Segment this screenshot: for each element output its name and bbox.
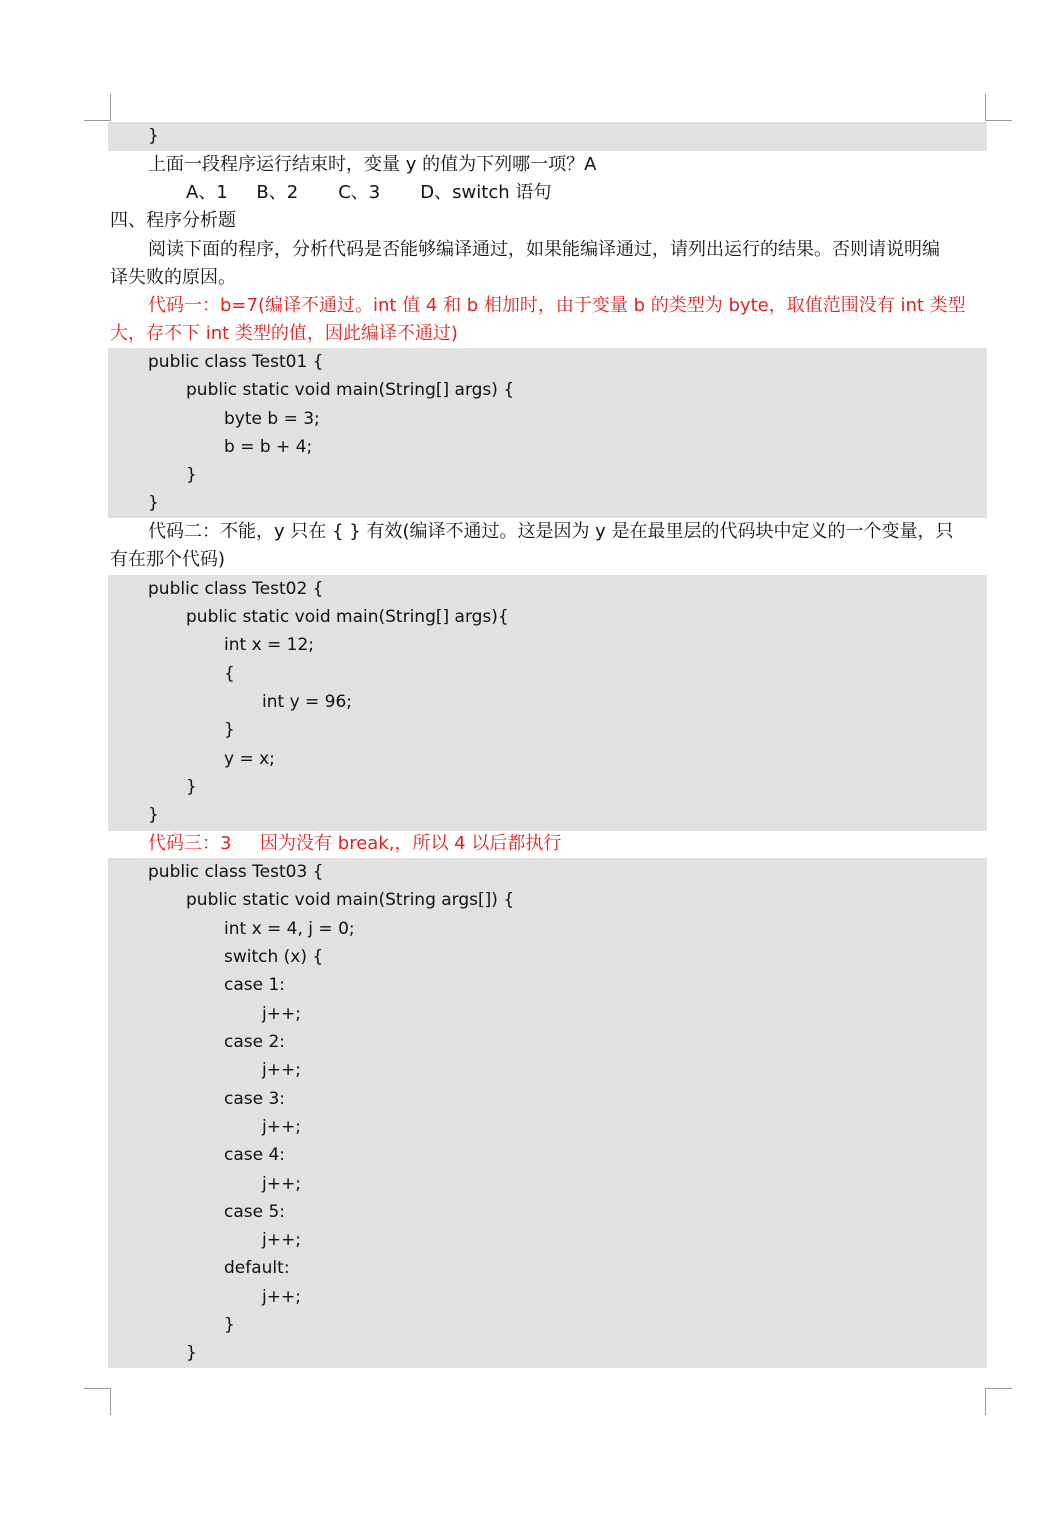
code-line: int y = 96; — [262, 692, 353, 712]
code-line: case 3: — [224, 1089, 286, 1109]
code-line: } — [148, 493, 159, 513]
code-line: int x = 4, j = 0; — [224, 919, 355, 939]
code1-answer-text: 编译不通过。int 值 4 和 b 相加时，由于变量 b 的类型为 byte，取值范围没有 int 类型 — [264, 295, 966, 316]
question-text: 上面一段程序运行结束时，变量 y 的值为下列哪一项？A — [148, 154, 597, 175]
corner-mark-bottom-right — [985, 1388, 1012, 1415]
corner-mark-top-right — [985, 94, 1012, 121]
code-line: byte b = 3; — [224, 409, 320, 429]
code-line: j++; — [262, 1060, 301, 1080]
code-line: } — [224, 720, 235, 740]
code-line: int x = 12; — [224, 635, 315, 655]
code-line: j++; — [262, 1117, 301, 1137]
instructions-line-1: 阅读下面的程序，分析代码是否能够编译通过，如果能编译通过，请列出运行的结果。否则请说明编 — [148, 239, 940, 260]
code-line: j++; — [262, 1287, 301, 1307]
code2-answer-line-2: 有在那个代码) — [110, 549, 226, 570]
code-line: j++; — [262, 1004, 301, 1024]
code-line: public static void main(String args[]) { — [186, 890, 515, 910]
code-line: public class Test03 { — [148, 862, 324, 882]
question-options: A、1 B、2 C、3 D、switch 语句 — [186, 182, 552, 203]
section-title: 四、程序分析题 — [110, 210, 236, 231]
code-line: } — [186, 1343, 197, 1363]
code-line: y = x; — [224, 749, 275, 769]
code-line: } — [186, 777, 197, 797]
code-line: j++; — [262, 1174, 301, 1194]
corner-mark-bottom-left — [84, 1388, 111, 1415]
code-line: case 1: — [224, 975, 286, 995]
code-block-previous-tail — [108, 122, 987, 151]
code-line: case 2: — [224, 1032, 286, 1052]
code1-answer-line-2: 大，存不下 int 类型的值，因此编译不通过) — [110, 323, 458, 344]
code-line: } — [148, 805, 159, 825]
code1-answer-line-1 — [148, 292, 966, 320]
code-line: j++; — [262, 1230, 301, 1250]
code2-answer-line-1: 代码二：不能，y 只在 { } 有效(编译不通过。这是因为 y 是在最里层的代码块中定义的一个变量，只 — [148, 521, 954, 542]
code-line: case 4: — [224, 1145, 286, 1165]
code-line: { — [224, 664, 235, 684]
code-line: case 5: — [224, 1202, 286, 1222]
code-line: default: — [224, 1258, 290, 1278]
instructions-line-2: 译失败的原因。 — [110, 267, 236, 288]
code-line: } — [148, 126, 159, 146]
code-line: public static void main(String[] args) { — [186, 380, 515, 400]
code-line: public static void main(String[] args){ — [186, 607, 509, 627]
code1-answer-prefix: 代码一：b=7( — [148, 295, 265, 316]
code3-answer-line: 代码三：3 因为没有 break,，所以 4 以后都执行 — [148, 833, 562, 854]
code-line: public class Test02 { — [148, 579, 324, 599]
code-line: } — [224, 1315, 235, 1335]
code-line: b = b + 4; — [224, 437, 313, 457]
code-line: switch (x) { — [224, 947, 324, 967]
code-line: } — [186, 465, 197, 485]
code-line: public class Test01 { — [148, 352, 324, 372]
corner-mark-top-left — [84, 94, 111, 121]
